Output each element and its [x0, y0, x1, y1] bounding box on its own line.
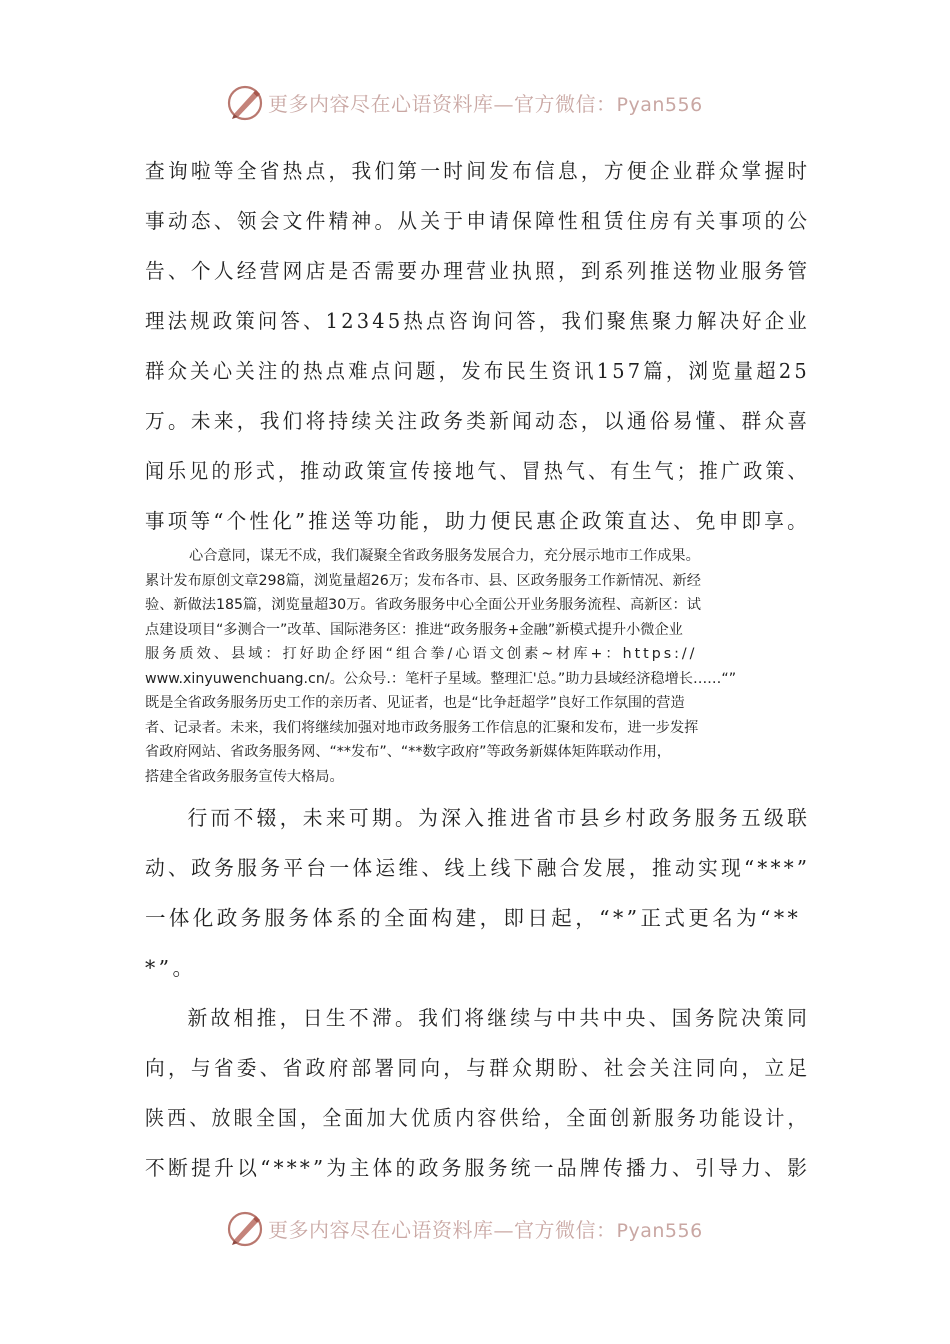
text-line: 查询啦等全省热点，我们第一时间发布信息，方便企业群众掌握时 [145, 159, 811, 183]
pen-logo-icon [226, 84, 264, 122]
text-line: 告、个人经营网店是否需要办理营业执照，到系列推送物业服务管 [145, 259, 811, 283]
text-line: www.xinyuwenchuang.cn/。公众号.：笔杆子星域。整理汇'总。”助力县域经济稳增长……“” [145, 670, 737, 687]
text-line: 省政府网站、省政务服务网、“**发布”、“**数字政府”等政务新媒体矩阵联动作用， [145, 744, 671, 760]
banner-text [268, 88, 703, 120]
wechat-id: Pyan556 [616, 1220, 703, 1242]
paragraph-1 [145, 146, 810, 546]
text-line: 一体化政务服务体系的全面构建，即日起，“*”正式更名为“** [145, 906, 802, 930]
text-line: 动、政务服务平台一体运维、线上线下融合发展，推动实现“***” [145, 856, 811, 880]
paragraph-2 [145, 544, 810, 789]
text-line: 行而不辍，未来可期。为深入推进省市县乡村政务服务五级联 [187, 806, 811, 830]
banner-text [268, 1214, 703, 1246]
text-line: 向，与省委、省政府部署同向，与群众期盼、社会关注同向，立足 [145, 1056, 811, 1080]
text-line: 理法规政策问答、12345热点咨询问答，我们聚焦聚力解决好企业 [145, 309, 810, 333]
text-line: 点建设项目“多测合一”改革、国际港务区：推进“政务服务+金融”新模式提升小微企业 [145, 621, 683, 638]
text-line: 搭建全省政务服务宣传大格局。 [145, 768, 344, 785]
paragraph-3 [145, 793, 810, 993]
text-line: 群众关心关注的热点难点问题，发布民生资讯157篇，浏览量超25 [145, 359, 810, 383]
header-banner [0, 82, 950, 126]
text-line: 事项等“个性化”推送等功能，助力便民惠企政策直达、免申即享。 [145, 509, 810, 533]
text-line: 心合意同，谋无不成，我们凝聚全省政务服务发展合力，充分展示地市工作成果。 [189, 548, 700, 564]
text-line: 服务质效、县域：打好助企纾困“组合拳/心语文创素~材库+：https:// [145, 646, 698, 662]
footer-banner [0, 1208, 950, 1252]
banner-slogan: 更多内容尽在心语资料库—官方微信： [268, 92, 617, 116]
text-line: 新故相推，日生不滞。我们将继续与中共中央、国务院决策同 [187, 1006, 811, 1030]
text-line: 事动态、领会文件精神。从关于申请保障性租赁住房有关事项的公 [145, 209, 811, 233]
text-line: 万。未来，我们将持续关注政务类新闻动态，以通俗易懂、群众喜 [145, 409, 811, 433]
text-line: 累计发布原创文章298篇，浏览量超26万；发布各市、县、区政务服务工作新情况、新经 [145, 572, 701, 589]
text-line: *”。 [145, 956, 197, 980]
text-line: 陕西、放眼全国，全面加大优质内容供给，全面创新服务功能设计， [145, 1106, 810, 1130]
text-line: 闻乐见的形式，推动政策宣传接地气、冒热气、有生气；推广政策、 [145, 459, 810, 483]
banner-slogan: 更多内容尽在心语资料库—官方微信： [268, 1218, 617, 1242]
wechat-id: Pyan556 [616, 94, 703, 116]
text-line: 验、新做法185篇，浏览量超30万。省政务服务中心全面公开业务服务流程、高新区：试 [145, 597, 701, 613]
paragraph-4 [145, 993, 810, 1193]
text-line: 不断提升以“***”为主体的政务服务统一品牌传播力、引导力、影 [145, 1156, 811, 1180]
pen-logo-icon [226, 1210, 264, 1248]
text-line: 者、记录者。未来，我们将继续加强对地市政务服务工作信息的汇聚和发布，进一步发挥 [145, 719, 699, 736]
text-line: 既是全省政务服务历史工作的亲历者、见证者，也是“比争赶超学”良好工作氛围的营造 [145, 695, 685, 711]
